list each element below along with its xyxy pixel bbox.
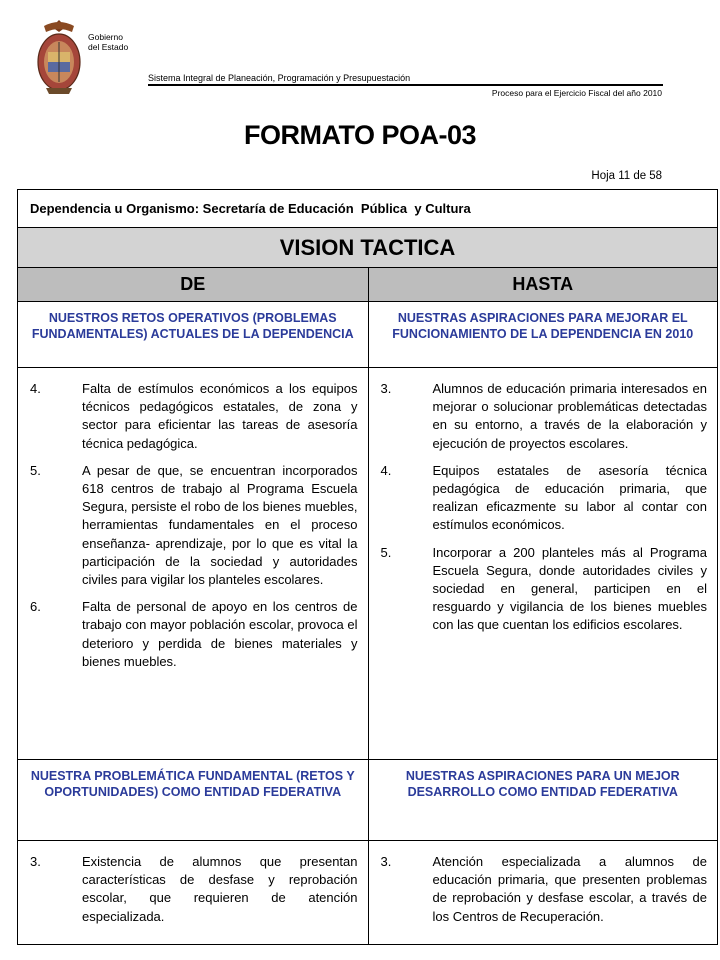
block1-right-cell	[368, 368, 718, 759]
item-number: 4.	[380, 462, 392, 478]
block1-items-row	[18, 367, 717, 759]
column-header-row	[18, 267, 717, 301]
list-item	[381, 544, 708, 635]
list-item	[30, 853, 358, 926]
block2-right-list	[369, 841, 718, 926]
state-coat-of-arms-logo	[36, 18, 82, 98]
block2-right-heading: NUESTRAS ASPIRACIONES PARA UN MEJOR DESARROLLO COMO ENTIDAD FEDERATIVA	[368, 760, 718, 840]
item-text: Equipos estatales de asesoría técnica pedagógica de educación primaria, que realizan eficazmente su labor al contar con estímulos económicos.	[432, 462, 707, 533]
vision-table	[17, 189, 718, 945]
header-divider	[148, 84, 663, 86]
dependency-value: Secretaría de Educación Pública y Cultura	[202, 201, 471, 216]
block2-left-cell	[18, 841, 368, 944]
item-number: 5.	[380, 544, 392, 560]
block1-right-list	[369, 368, 718, 635]
item-text: A pesar de que, se encuentran incorporados 618 centros de trabajo al Programa Escuela Segura, persiste el robo de los bienes muebles, herramientas fundamentales en el proceso enseñanza- aprendizaje, por lo que es vital la participación de la sociedad y autoridades civiles para vigilar los planteles escolares.	[82, 462, 358, 588]
item-text: Falta de personal de apoyo en los centros de trabajo con mayor población escolar, provoca el deterioro y perdida de bienes materiales y bienes muebles.	[82, 599, 358, 669]
dependency-row	[18, 190, 717, 227]
dependency-label: Dependencia u Organismo:	[30, 201, 200, 216]
system-name: Sistema Integral de Planeación, Programación y Presupuestación	[148, 73, 411, 83]
sheet-counter	[588, 170, 662, 182]
item-number: 3.	[30, 854, 41, 869]
item-number: 3.	[380, 854, 392, 869]
column-header-from: DE	[180, 274, 206, 294]
list-item	[381, 853, 708, 926]
section-title: VISION TACTICA	[18, 227, 717, 267]
sheet-total: 58	[649, 170, 662, 182]
list-item	[30, 380, 358, 453]
column-header-to: HASTA	[368, 268, 718, 301]
block2-items-row	[18, 840, 717, 944]
item-number: 4.	[30, 381, 41, 396]
block1-right-heading: NUESTRAS ASPIRACIONES PARA MEJORAR EL FUNCIONAMIENTO DE LA DEPENDENCIA EN 2010	[368, 302, 718, 367]
block2-left-list	[18, 841, 368, 926]
item-number: 3.	[380, 381, 392, 396]
list-item	[30, 462, 358, 589]
block1-left-heading: NUESTROS RETOS OPERATIVOS (PROBLEMAS FUNDAMENTALES) ACTUALES DE LA DEPENDENCIA	[31, 311, 354, 341]
block1-heading-row	[18, 301, 717, 367]
item-text: Atención especializada a alumnos de educación primaria, que presenten problemas de reprobación y desfase escolar, a través de los Centros de Recuperación.	[432, 854, 707, 924]
item-number: 5.	[30, 462, 41, 478]
sheet-label: Hoja 11 de	[591, 170, 647, 182]
block2-heading-row	[18, 759, 717, 840]
item-text: Alumnos de educación primaria interesados en mejorar o solucionar problemáticas detectadas en su entorno, a través de la elaboración y ejecución de proyectos escolares.	[432, 381, 707, 451]
fiscal-process-label: Proceso para el Ejercicio Fiscal del año 2010	[491, 88, 662, 98]
government-line-1: Gobierno	[88, 32, 123, 42]
list-item	[381, 380, 708, 453]
page-title: FORMATO POA-03	[243, 120, 477, 150]
block1-left-list	[18, 368, 368, 671]
item-text: Existencia de alumnos que presentan características de desfase y reprobación escolar, que requieren de atención especializada.	[82, 854, 358, 924]
government-label	[88, 32, 128, 52]
item-text: Incorporar a 200 planteles más al Programa Escuela Segura, donde autoridades civiles y sociedad en general, participen en el resguardo y vigilancia de los bienes muebles con las que cuentan los edificios escolares.	[432, 544, 707, 633]
list-item	[381, 462, 708, 535]
block2-left-heading: NUESTRA PROBLEMÁTICA FUNDAMENTAL (RETOS Y OPORTUNIDADES) COMO ENTIDAD FEDERATIVA	[30, 769, 355, 799]
block2-right-cell	[368, 841, 718, 944]
block1-left-cell	[18, 368, 368, 759]
item-text: Falta de estímulos económicos a los equipos técnicos pedagógicos estatales, de zona y sector para eficientar las tareas de asesoría técnica pedagógica.	[82, 381, 358, 451]
item-number: 6.	[30, 599, 41, 615]
list-item	[30, 598, 358, 671]
government-line-2: del Estado	[88, 42, 129, 52]
